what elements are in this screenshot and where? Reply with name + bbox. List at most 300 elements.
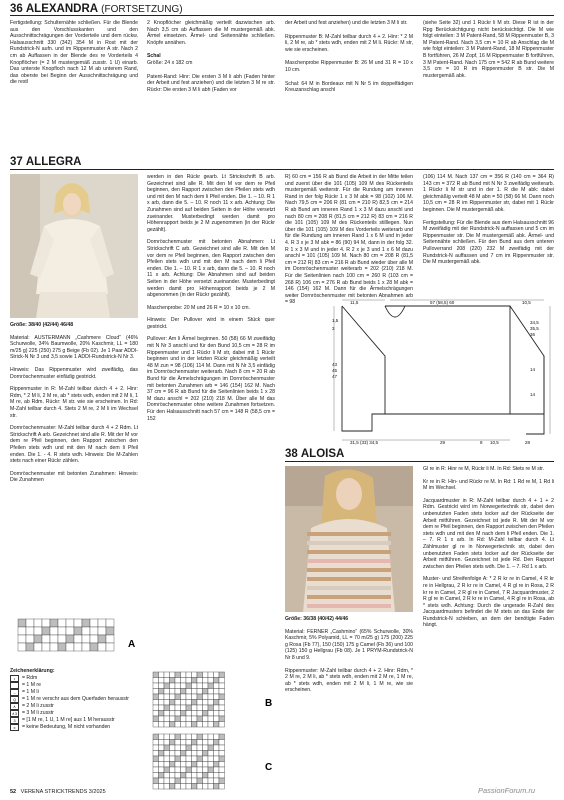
paragraph: Kr re in R: Hin- und Rückr re M. In Rd: 1 Rd re M, 1 Rd li M im Wechsel. <box>423 478 554 492</box>
chart-cell <box>203 778 209 784</box>
legend-label: = Rdm <box>22 674 38 681</box>
paragraph: Maschenprobe: 20 M und 26 R = 10 x 10 cm. <box>147 304 251 311</box>
schematic-label: 47 <box>332 374 338 379</box>
chart-cell <box>170 722 176 728</box>
note: Hinweis: Das Rippenmuster wird zweifädig, das Dornröschenmuster einfädig gestrickt. <box>10 366 138 380</box>
chart-cell <box>159 778 165 784</box>
header-rule <box>10 15 554 16</box>
chart-cell <box>197 672 203 678</box>
chart-cell <box>192 762 198 768</box>
chart-cell <box>170 756 176 762</box>
chart-cell <box>159 694 165 700</box>
chart-cell <box>170 773 176 779</box>
schematic-label: 57 (58,5) 60 <box>430 300 455 305</box>
allegra-photo <box>10 174 138 318</box>
chart-cell <box>219 716 225 722</box>
chart-cell <box>208 689 214 695</box>
chart-cell <box>186 672 192 678</box>
chart-cell <box>164 722 170 728</box>
sweater-stripe <box>307 577 391 581</box>
chart-cell <box>186 740 192 746</box>
chart-cell <box>159 678 165 684</box>
chart-cell <box>82 643 90 651</box>
chart-cell <box>208 722 214 728</box>
chart-cell <box>153 773 159 779</box>
chart-cell <box>170 762 176 768</box>
chart-cell <box>219 767 225 773</box>
chart-cell <box>175 762 181 768</box>
chart-cell <box>164 745 170 751</box>
chart-cell <box>18 627 26 635</box>
paragraph: Jacquardmuster in R: M-Zahl teilbar durch 4 + 1 + 2 Rdm. Gestrickt wird im Norwegertechnik str, dabei den unbenutzten Faden stets locker auf der Rückseite der Arbeit mitführen. Gezeichnet ist jede R. Mit der M vor dem re Pfeil beginnen, den Rapport zwischen den Pfeilen stets wdh und mit den M nach dem li Pfeil enden. Die 1. – 7. R 1 x arb. In Rd: M-Zahl teilbar durch 4. Lt Zählmuster gl re in Norwegertechnik str, dabei den unbenutzten Faden stets locker auf der Rückseite der Arbeit mitführen. Gezeichnet ist jede Rd. Den Rapport zwischen den Pfeilen stets wdh. Die 1. – 7. Rd 1 x arb. <box>423 497 554 570</box>
chart-cell <box>203 745 209 751</box>
chart-cell <box>164 773 170 779</box>
schematic-label: 35,5 <box>530 326 539 331</box>
chart-cell <box>186 689 192 695</box>
chart-cell <box>175 672 181 678</box>
chart-cell <box>159 683 165 689</box>
chart-cell <box>186 778 192 784</box>
section-38-header <box>285 448 344 460</box>
legend-label: = [1 M re, 1 U, 1 M re] aus 1 M herausstr <box>22 716 115 723</box>
chart-cell <box>170 700 176 706</box>
chart-cell <box>181 773 187 779</box>
legend-label: = keine Bedeutung, M nicht vorhanden <box>22 723 111 730</box>
chart-cell <box>175 773 181 779</box>
legend-item <box>10 675 138 682</box>
size-info: Größe: 38/40 (42/44) 46/48 <box>10 322 74 328</box>
chart-cell <box>208 683 214 689</box>
paragraph: Größe: 24 x 182 cm <box>147 59 193 66</box>
chart-cell <box>219 734 225 740</box>
chart-cell <box>192 778 198 784</box>
chart-cell <box>58 627 66 635</box>
legend-symbol-icon: • <box>10 675 19 682</box>
chart-cell <box>26 643 34 651</box>
chart-cell <box>153 751 159 757</box>
chart-cell <box>197 784 203 790</box>
section-36-header <box>10 3 183 15</box>
chart-cell <box>170 683 176 689</box>
chart-cell <box>214 762 220 768</box>
chart-cell <box>170 689 176 695</box>
chart-cell <box>192 689 198 695</box>
chart-cell <box>181 678 187 684</box>
chart-cell <box>203 784 209 790</box>
chart-cell <box>186 722 192 728</box>
chart-cell <box>214 784 220 790</box>
paragraph: 2 Knopflöcher gleichmäßig verteilt dazwischen arb. Nach 3,5 cm ab Auffassen die M mustergemäß abk. Ärmel einsetzen. Ärmel- und Seitennähte schließen. Knöpfe annähen. <box>147 20 275 46</box>
legend-item <box>10 717 138 724</box>
chart-cell <box>159 745 165 751</box>
chart-cell <box>219 700 225 706</box>
paragraph: Rippenmuster in R: M-Zahl teilbar durch 4 + 2. Hinr: Rdm, * 2 M li, 2 M re, ab * stets wdh, enden mit 2 M li, 1 M re, ab Rdm. Rückr: M str. wie sie erscheinen. In Rd: M-Zahl teilbar durch 4. Stets 2 M re, 2 M li im Wechsel str. <box>10 386 138 419</box>
chart-cell <box>219 689 225 695</box>
text-column <box>423 174 554 266</box>
chart-cell <box>219 705 225 711</box>
chart-cell <box>58 643 66 651</box>
chart-cell <box>186 705 192 711</box>
schematic-label: 14 <box>530 392 536 397</box>
sweater-stripe <box>307 595 391 599</box>
chart-cell <box>192 700 198 706</box>
section-number: 36 <box>10 3 23 15</box>
chart-cell <box>208 778 214 784</box>
page-footer <box>10 789 106 795</box>
chart-cell <box>159 756 165 762</box>
chart-cell <box>34 635 42 643</box>
chart-cell <box>186 678 192 684</box>
chart-cell <box>181 762 187 768</box>
paragraph: Hinweis: Der Pullover wird in einem Stück quer gestrickt. <box>147 317 275 330</box>
chart-cell <box>181 778 187 784</box>
chart-cell <box>197 751 203 757</box>
chart-cell <box>208 700 214 706</box>
chart-cell <box>181 722 187 728</box>
chart-cell <box>192 773 198 779</box>
chart-cell <box>203 767 209 773</box>
chart-cell <box>192 751 198 757</box>
chart-cell <box>170 672 176 678</box>
legend-item <box>10 724 138 731</box>
material-info: Material: AUSTERMANN „Cashmere Cloud“ (46% Schurwolle, 34% Baumwolle, 20% Kaschmir, LL = 180 m/25 g) 225 (250) 275 g Beige (Fb 02). Je 1 Paar ADDI-Strick-N Nr 3 und 3,5 sowie 1 ADDI-Rundstrick-N Nr 3. <box>10 334 138 361</box>
chart-cell <box>159 740 165 746</box>
schematic-label: 43 <box>332 362 338 367</box>
chart-cell <box>186 694 192 700</box>
paragraph: Muster- und Streifenfolge A: * 2 R kr re in Camel, 4 R kr re in Hellgrau, 2 R kr re in Camel, 4 R gl re in Rosa, 2 R kr re in Camel, 2 R gl re in Camel, 7 R Jacquardmuster, 2 R gl re in Camel, 2 R kr re in Camel, 4 R gl re in Rosa, ab * stets wdh. Achtung: Durch die ungerade R-Zahl des Jacquardmusters befindet die M stets an das Ende der Rundstrick-N schieben, an dem der benötigte Faden hängt. <box>423 576 554 629</box>
schematic-label: 34,5 <box>530 320 539 325</box>
section-number: 38 <box>285 448 298 460</box>
chart-cell <box>90 635 98 643</box>
chart-label: A <box>128 639 136 650</box>
chart-cell <box>214 711 220 717</box>
legend-symbol-icon: ∧ <box>10 703 19 710</box>
legend-item <box>10 689 138 696</box>
paragraph: R) 60 cm = 156 R ab Bund die Arbeit in der Mitte teilen und zuerst über die 101 (105) 109 M des Rückenteils mustergemäß weiterstr. Für die Rundung am inneren Rand in der folg Rückr 1 x 3 M abk = 98 (102) 106 M. Nach 79,5 cm = 206 R (81 cm = 210 R) 82,5 cm = 214 R ab Bund am inneren Rand 1 x 3 M dazu anschl und nach 80 cm = 208 R (81,5 cm = 212 R) 83 cm = 216 R die 101 (105) 109 M des Rückenteils stilllegen. Nun über die 101 (105) 109 M des Vorderteils weiterarb und für die Rundung am inneren Rand 1 x 6 M und in jeder 4. R 3 x je 3 M abk = 86 (90) 94 M, dann in der folg 32. R 1 x 3 M und in jeder 4. R 2 x je 3 und 1 x 6 M dazu anschl = 101 (105) 109 M. Nach 80 cm = 208 R (81,5 cm = 212 R) 83 cm = 216 R ab Bund wieder über alle M im Dornröschenmuster weiterarb = 202 (210) 218 M. Für die Seitenlinien nach 100 cm = 260 R (103 cm = 268 R) 106 cm = 276 R ab Bund beids 1 x 28 M abk = 146 (154) 162 M. Dann für die Ärmelschrägungen weiter Dornröschenmuster mit betonten Abnahmen arb = 98 <box>285 174 413 306</box>
paragraph: der Arbeit und fest anziehen) und die letzten 3 M li str. <box>285 20 408 26</box>
section-number: 37 <box>10 156 23 168</box>
chart-cell <box>18 619 26 627</box>
chart-cell <box>90 643 98 651</box>
chart-cell <box>208 767 214 773</box>
chart-cell <box>164 784 170 790</box>
header-rule <box>285 461 554 462</box>
chart-cell <box>50 619 58 627</box>
chart-cell <box>164 694 170 700</box>
chart-cell <box>82 635 90 643</box>
section-37-header <box>10 156 81 168</box>
model-figure <box>10 174 138 318</box>
chart-cell <box>181 751 187 757</box>
chart-cell <box>26 627 34 635</box>
chart-cell <box>66 643 74 651</box>
chart-cell <box>186 711 192 717</box>
chart-cell <box>106 643 114 651</box>
chart-cell <box>219 722 225 728</box>
chart-cell <box>153 700 159 706</box>
text-column <box>285 174 413 306</box>
pullover-schematic <box>330 296 556 446</box>
chart-cell <box>208 678 214 684</box>
legend-label: = 1 M re verschr aus dem Querfaden herausstr <box>22 695 130 702</box>
size-info: Größe: 36/38 (40/42) 44/46 <box>285 616 349 622</box>
paragraph: (siehe Seite 32) und 1 Rückr li M str. Diese R ist in der Rpg Berücksichtigung nicht berücksichtigt. Die M wie folgt einteilen: 3 M Patent-Rand, 58 M Rippenmuster B, 3 M Patent-Rand. Nach 3,5 cm = 10 R ab Anschlag die M wie folgt einteilen: 3 M Patent-Rand, 18 M Rippenmuster B fortführen, 26 M Zopf, 16 M Rippenmuster B fortführen, 3 M Patent-Rand. Nach 175 cm = 542 R ab Bund weitere 3,5 cm = 10 R im Rippenmuster B str. Die M mustergemäß abk. <box>423 20 554 79</box>
schematic-label: 8 <box>480 440 483 445</box>
chart-cell <box>159 716 165 722</box>
chart-cell <box>192 722 198 728</box>
legend-item <box>10 682 138 689</box>
paragraph: Maschenprobe Rippenmuster B: 26 M und 31 R = 10 x 10 cm. <box>285 60 413 73</box>
chart-cell <box>175 740 181 746</box>
chart-cell <box>192 678 198 684</box>
chart-cell <box>159 722 165 728</box>
legend-title: Zeichenerklärung: <box>10 668 55 674</box>
schematic-label: 3 <box>332 326 335 331</box>
chart-cell <box>159 734 165 740</box>
paragraph: Rippenmuster: M-Zahl teilbar durch 4 + 2. Hinr: Rdm, * 2 M re, 2 M li, ab * stets wdh, enden mit 2 M re, 1 M re, ab * stets wdh, enden mit 2 M li, 1 M re, wie sie erscheinen. <box>285 667 413 694</box>
chart-cell <box>74 643 82 651</box>
chart-cell <box>208 694 214 700</box>
header-rule <box>10 169 554 170</box>
paragraph: Dornröschenmuster mit betonten Abnahmen: Lt Strickschrift C arb. Gezeichnet sind alle R. Mit den M vor dem re Pfeil beginnen, den Rapport zwischen den Pfeilen stets wdh und mit den M nach dem li Pfeil enden. Die 1. – 10. R 1 x arb, dann die 5. – 10. R noch 11 x arb. Achtung: Die Abnahmen sind auf beiden Seiten in der Höhe versetzt zueinander. Musterbedingt werden damit pro Höhenrapport beids je 2 M abgenommen (in der Rückr gezählt). <box>147 239 275 299</box>
magazine-name: VERENA STRICKTRENDS 3/2025 <box>20 789 106 795</box>
chart-cell <box>159 773 165 779</box>
chart-cell <box>208 672 214 678</box>
chart-cell <box>203 722 209 728</box>
chart-cell <box>208 734 214 740</box>
chart-cell <box>90 619 98 627</box>
chart-cell <box>219 751 225 757</box>
chart-cell <box>159 705 165 711</box>
chart-cell <box>197 762 203 768</box>
chart-cell <box>208 711 214 717</box>
chart-cell <box>164 672 170 678</box>
legend-label: = 1 M li <box>22 688 39 695</box>
subheading: Schal <box>147 53 161 60</box>
chart-cell <box>82 619 90 627</box>
chart-cell <box>208 784 214 790</box>
chart-cell <box>175 689 181 695</box>
chart-cell <box>18 635 26 643</box>
chart-cell <box>175 734 181 740</box>
chart-cell <box>192 756 198 762</box>
paragraph: Fertigstellung: Schulternähte schließen. Für die Blende aus den Vorschlusskanten und den Ausschnittschrägungen der Vorderteile und dem rückw. Halsausschnitt 330 (342) 354 M in Rost mit der Rundstrick-N aufn. und im Rippenmuster A str. Nach 2 cm ab Auffassen in der Blende des re Vorderteils 4 Knopflöcher (= 2 M mustergemäß zusstr. 1 U) einarb. Das unterste Knopfloch nach 12 M ab unterem Rand, das oberste bei Beginn der Ausschnittschrägung und die restl <box>10 20 138 86</box>
chart-cell <box>164 756 170 762</box>
chart-cell <box>170 740 176 746</box>
chart-cell <box>203 734 209 740</box>
chart-cell <box>164 751 170 757</box>
chart-cell <box>170 694 176 700</box>
chart-cell <box>153 767 159 773</box>
chart-cell <box>164 705 170 711</box>
aloisa-photo <box>285 466 413 612</box>
legend-symbol-icon: Q <box>10 696 19 703</box>
chart-cell <box>170 767 176 773</box>
schematic-label: 10,5 <box>490 440 499 445</box>
chart-label: B <box>265 698 273 709</box>
chart-cell <box>159 784 165 790</box>
chart-cell <box>214 756 220 762</box>
sweater-stripe <box>307 568 391 572</box>
chart-cell <box>153 756 159 762</box>
chart-cell <box>181 740 187 746</box>
chart-cell <box>153 784 159 790</box>
chart-cell <box>219 678 225 684</box>
chart-cell <box>214 689 220 695</box>
chart-cell <box>186 716 192 722</box>
chart-cell <box>159 762 165 768</box>
chart-cell <box>153 734 159 740</box>
chart-cell <box>153 716 159 722</box>
chart-cell <box>186 734 192 740</box>
chart-cell <box>192 672 198 678</box>
legend-symbol-icon: ∧3 <box>11 710 18 716</box>
chart-cell <box>219 694 225 700</box>
chart-cell <box>203 711 209 717</box>
paragraph: Dornröschenmuster mit betonten Zunahmen: Hinweis: Die Zunahmen <box>10 470 138 484</box>
schematic-label: 45 <box>332 368 338 373</box>
chart-cell <box>106 627 114 635</box>
chart-cell <box>197 734 203 740</box>
chart-cell <box>186 683 192 689</box>
model-figure <box>285 466 413 612</box>
chart-cell <box>214 672 220 678</box>
chart-cell <box>219 683 225 689</box>
chart-cell <box>197 689 203 695</box>
text-column <box>10 20 138 86</box>
chart-cell <box>98 619 106 627</box>
chart-cell <box>197 745 203 751</box>
chart-cell <box>164 700 170 706</box>
chart-cell <box>186 745 192 751</box>
chart-cell <box>214 751 220 757</box>
chart-cell <box>197 700 203 706</box>
chart-cell <box>153 722 159 728</box>
chart-cell <box>66 619 74 627</box>
chart-cell <box>170 778 176 784</box>
text-column <box>423 20 554 79</box>
chart-cell <box>208 751 214 757</box>
chart-cell <box>164 689 170 695</box>
schematic-label: 31,5 (33) 34,5 <box>350 440 379 445</box>
chart-cell <box>186 773 192 779</box>
chart-cell <box>175 700 181 706</box>
chart-cell <box>66 635 74 643</box>
section-title: ALOISA <box>300 448 345 460</box>
chart-cell <box>203 689 209 695</box>
chart-cell <box>42 619 50 627</box>
chart-cell <box>164 734 170 740</box>
chart-cell <box>159 751 165 757</box>
chart-cell <box>186 700 192 706</box>
chart-cell <box>170 705 176 711</box>
chart-cell <box>214 722 220 728</box>
text-column <box>285 20 413 94</box>
chart-cell <box>197 756 203 762</box>
chart-cell <box>175 778 181 784</box>
chart-cell <box>181 694 187 700</box>
chart-cell <box>164 678 170 684</box>
chart-cell <box>214 740 220 746</box>
chart-cell <box>219 740 225 746</box>
section-title: ALEXANDRA <box>25 3 99 15</box>
chart-cell <box>153 778 159 784</box>
legend-symbol-icon: 3 <box>10 717 19 724</box>
paragraph: Rippenmuster B: M-Zahl teilbar durch 4 + 2. Hinr: * 2 M li, 2 M re, ab * stets wdh, enden mit 2 M li. Rückr: M str, wie sie erscheinen. <box>285 33 413 53</box>
chart-cell <box>153 705 159 711</box>
legend-symbol-icon: x <box>10 724 19 731</box>
chart-cell <box>203 751 209 757</box>
chart-cell <box>175 705 181 711</box>
paragraph: Schal: 64 M in Bordeaux mit N Nr 5 im doppelfädigen Kreuzanschlag anschl <box>285 80 413 94</box>
chart-cell <box>175 745 181 751</box>
chart-cell <box>181 745 187 751</box>
chart-cell <box>164 778 170 784</box>
chart-cell <box>197 716 203 722</box>
schematic-label: 36 <box>530 332 536 337</box>
chart-cell <box>197 740 203 746</box>
chart-cell <box>186 756 192 762</box>
chart-cell <box>181 711 187 717</box>
sweater-stripe <box>307 559 391 563</box>
chart-cell <box>186 751 192 757</box>
text-column <box>10 322 138 484</box>
chart-cell <box>18 643 26 651</box>
chart-cell <box>175 683 181 689</box>
chart-cell <box>208 762 214 768</box>
chart-cell <box>203 705 209 711</box>
chart-cell <box>203 773 209 779</box>
chart-cell <box>181 700 187 706</box>
chart-cell <box>214 773 220 779</box>
paragraph: Dornröschenmuster: M-Zahl teilbar durch 4 + 2 Rdm. Lt Strickschrift A arb. Gezeichnet sind alle R. Mit der M vor dem re Pfeil beginnen, den Rapport zwischen den Pfeilen stets wdh und mit den M nach dem li Pfeil enden. Die 1. - 4. R stets wdh. Hinweis: Die M-Zahlen stets nach einer Rückr zählen. <box>10 425 138 465</box>
chart-cell <box>214 734 220 740</box>
chart-cell <box>181 784 187 790</box>
schematic-outline <box>342 306 544 434</box>
chart-cell <box>170 734 176 740</box>
chart-cell <box>74 619 82 627</box>
text-column <box>423 466 554 629</box>
chart-cell <box>219 778 225 784</box>
chart-cell <box>197 678 203 684</box>
legend <box>10 668 138 731</box>
chart-cell <box>197 705 203 711</box>
chart-cell <box>192 767 198 773</box>
legend-label: = 2 M li zusstr <box>22 702 54 709</box>
section-title: ALLEGRA <box>25 156 82 168</box>
chart-cell <box>219 773 225 779</box>
chart-cell <box>153 683 159 689</box>
chart-cell <box>34 643 42 651</box>
chart-cell <box>159 689 165 695</box>
chart-cell <box>170 716 176 722</box>
chart-cell <box>192 683 198 689</box>
material-info: Material: FERNER „Cashmino“ (65% Schurwolle, 30% Kaschmir, 5% Polyamid, LL = 70 m/25 g) 175 (200) 225 g Rosa (Fb 77), 150 (150) 175 g Camel (Fb 36) und 100 (125) 150 g Hellgrau (Fb 08). Je 1 PRYM-Rundstrick-N Nr 8 und 9. <box>285 628 413 661</box>
chart-cell <box>208 740 214 746</box>
schematic-label: 10,5 <box>522 300 531 305</box>
chart-cell <box>181 756 187 762</box>
chart-cell <box>214 745 220 751</box>
chart-cell <box>181 705 187 711</box>
chart-cell <box>175 694 181 700</box>
chart-cell <box>106 635 114 643</box>
chart-cell <box>181 689 187 695</box>
chart-cell <box>208 745 214 751</box>
chart-cell <box>192 694 198 700</box>
legend-symbol-icon <box>10 682 19 689</box>
chart-cell <box>203 756 209 762</box>
chart-cell <box>175 751 181 757</box>
